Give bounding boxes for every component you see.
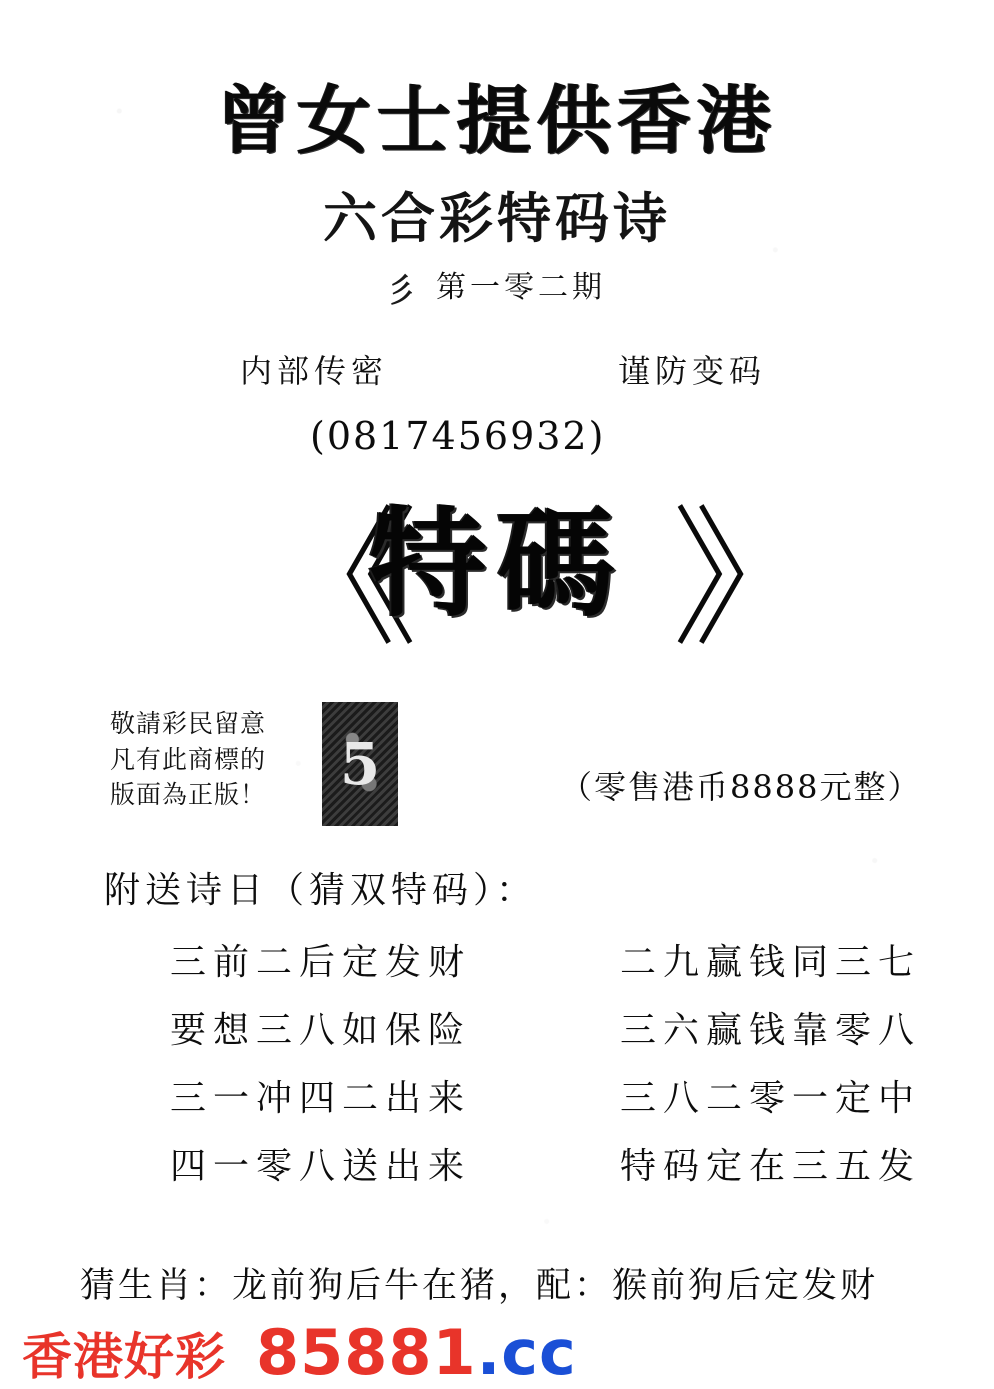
footer-brand: 香港好彩: [22, 1328, 226, 1386]
serial-number: (0817456932): [310, 414, 606, 458]
poem-row: [0, 1061, 994, 1129]
special-code-label: 特碼: [368, 494, 625, 633]
poem-grid: [0, 925, 994, 1197]
special-code-heading: [0, 493, 994, 680]
footer-site-number: 85881: [256, 1316, 477, 1389]
page-title: 曾女士提供香港: [217, 78, 777, 164]
issue-mark-icon: 彡: [387, 272, 418, 311]
notice-left-text: 内部传密: [240, 352, 389, 390]
issue-label: 第一零二期: [436, 270, 606, 305]
issue-row: [0, 262, 994, 311]
poem-line-right: 三六赢钱靠零八: [620, 1009, 922, 1051]
poem-line-left: 三前二后定发财: [170, 941, 472, 983]
poem-line-left: 三一冲四二出来: [170, 1077, 472, 1119]
trademark-stamp-icon: 5: [322, 702, 398, 826]
poem-line-left: 四一零八送出来: [170, 1145, 472, 1187]
zodiac-line: 猜生肖：龙前狗后牛在猪，配：猴前狗后定发财: [80, 1266, 879, 1306]
footer-site-tld: .cc: [476, 1316, 577, 1389]
notice-right-text: 谨防变码: [618, 352, 767, 390]
poem-line-left: 要想三八如保险: [170, 1009, 472, 1051]
bracket-right-icon: 》: [672, 493, 823, 667]
poem-line-right: 三八二零一定中: [620, 1077, 922, 1119]
poem-row: [0, 1129, 994, 1197]
footer-site: [256, 1316, 577, 1389]
poem-row: [0, 993, 994, 1061]
authenticity-note-line-1: 敬請彩民留意: [110, 709, 267, 738]
poem-heading: 附送诗日（猜双特码）：: [104, 870, 538, 911]
authenticity-note-line-3: 版面為正版！: [110, 780, 267, 809]
page-subtitle: 六合彩特码诗: [323, 186, 671, 250]
poem-line-right: 特码定在三五发: [620, 1145, 922, 1187]
poem-line-right: 二九赢钱同三七: [620, 941, 922, 983]
bracket-left-icon: 《: [268, 493, 419, 667]
authenticity-note: [110, 706, 320, 813]
authenticity-note-line-2: 凡有此商標的: [110, 744, 267, 774]
retail-price: （零售港币8888元整）: [560, 768, 922, 806]
footer: [22, 1316, 577, 1389]
poem-row: [0, 925, 994, 993]
